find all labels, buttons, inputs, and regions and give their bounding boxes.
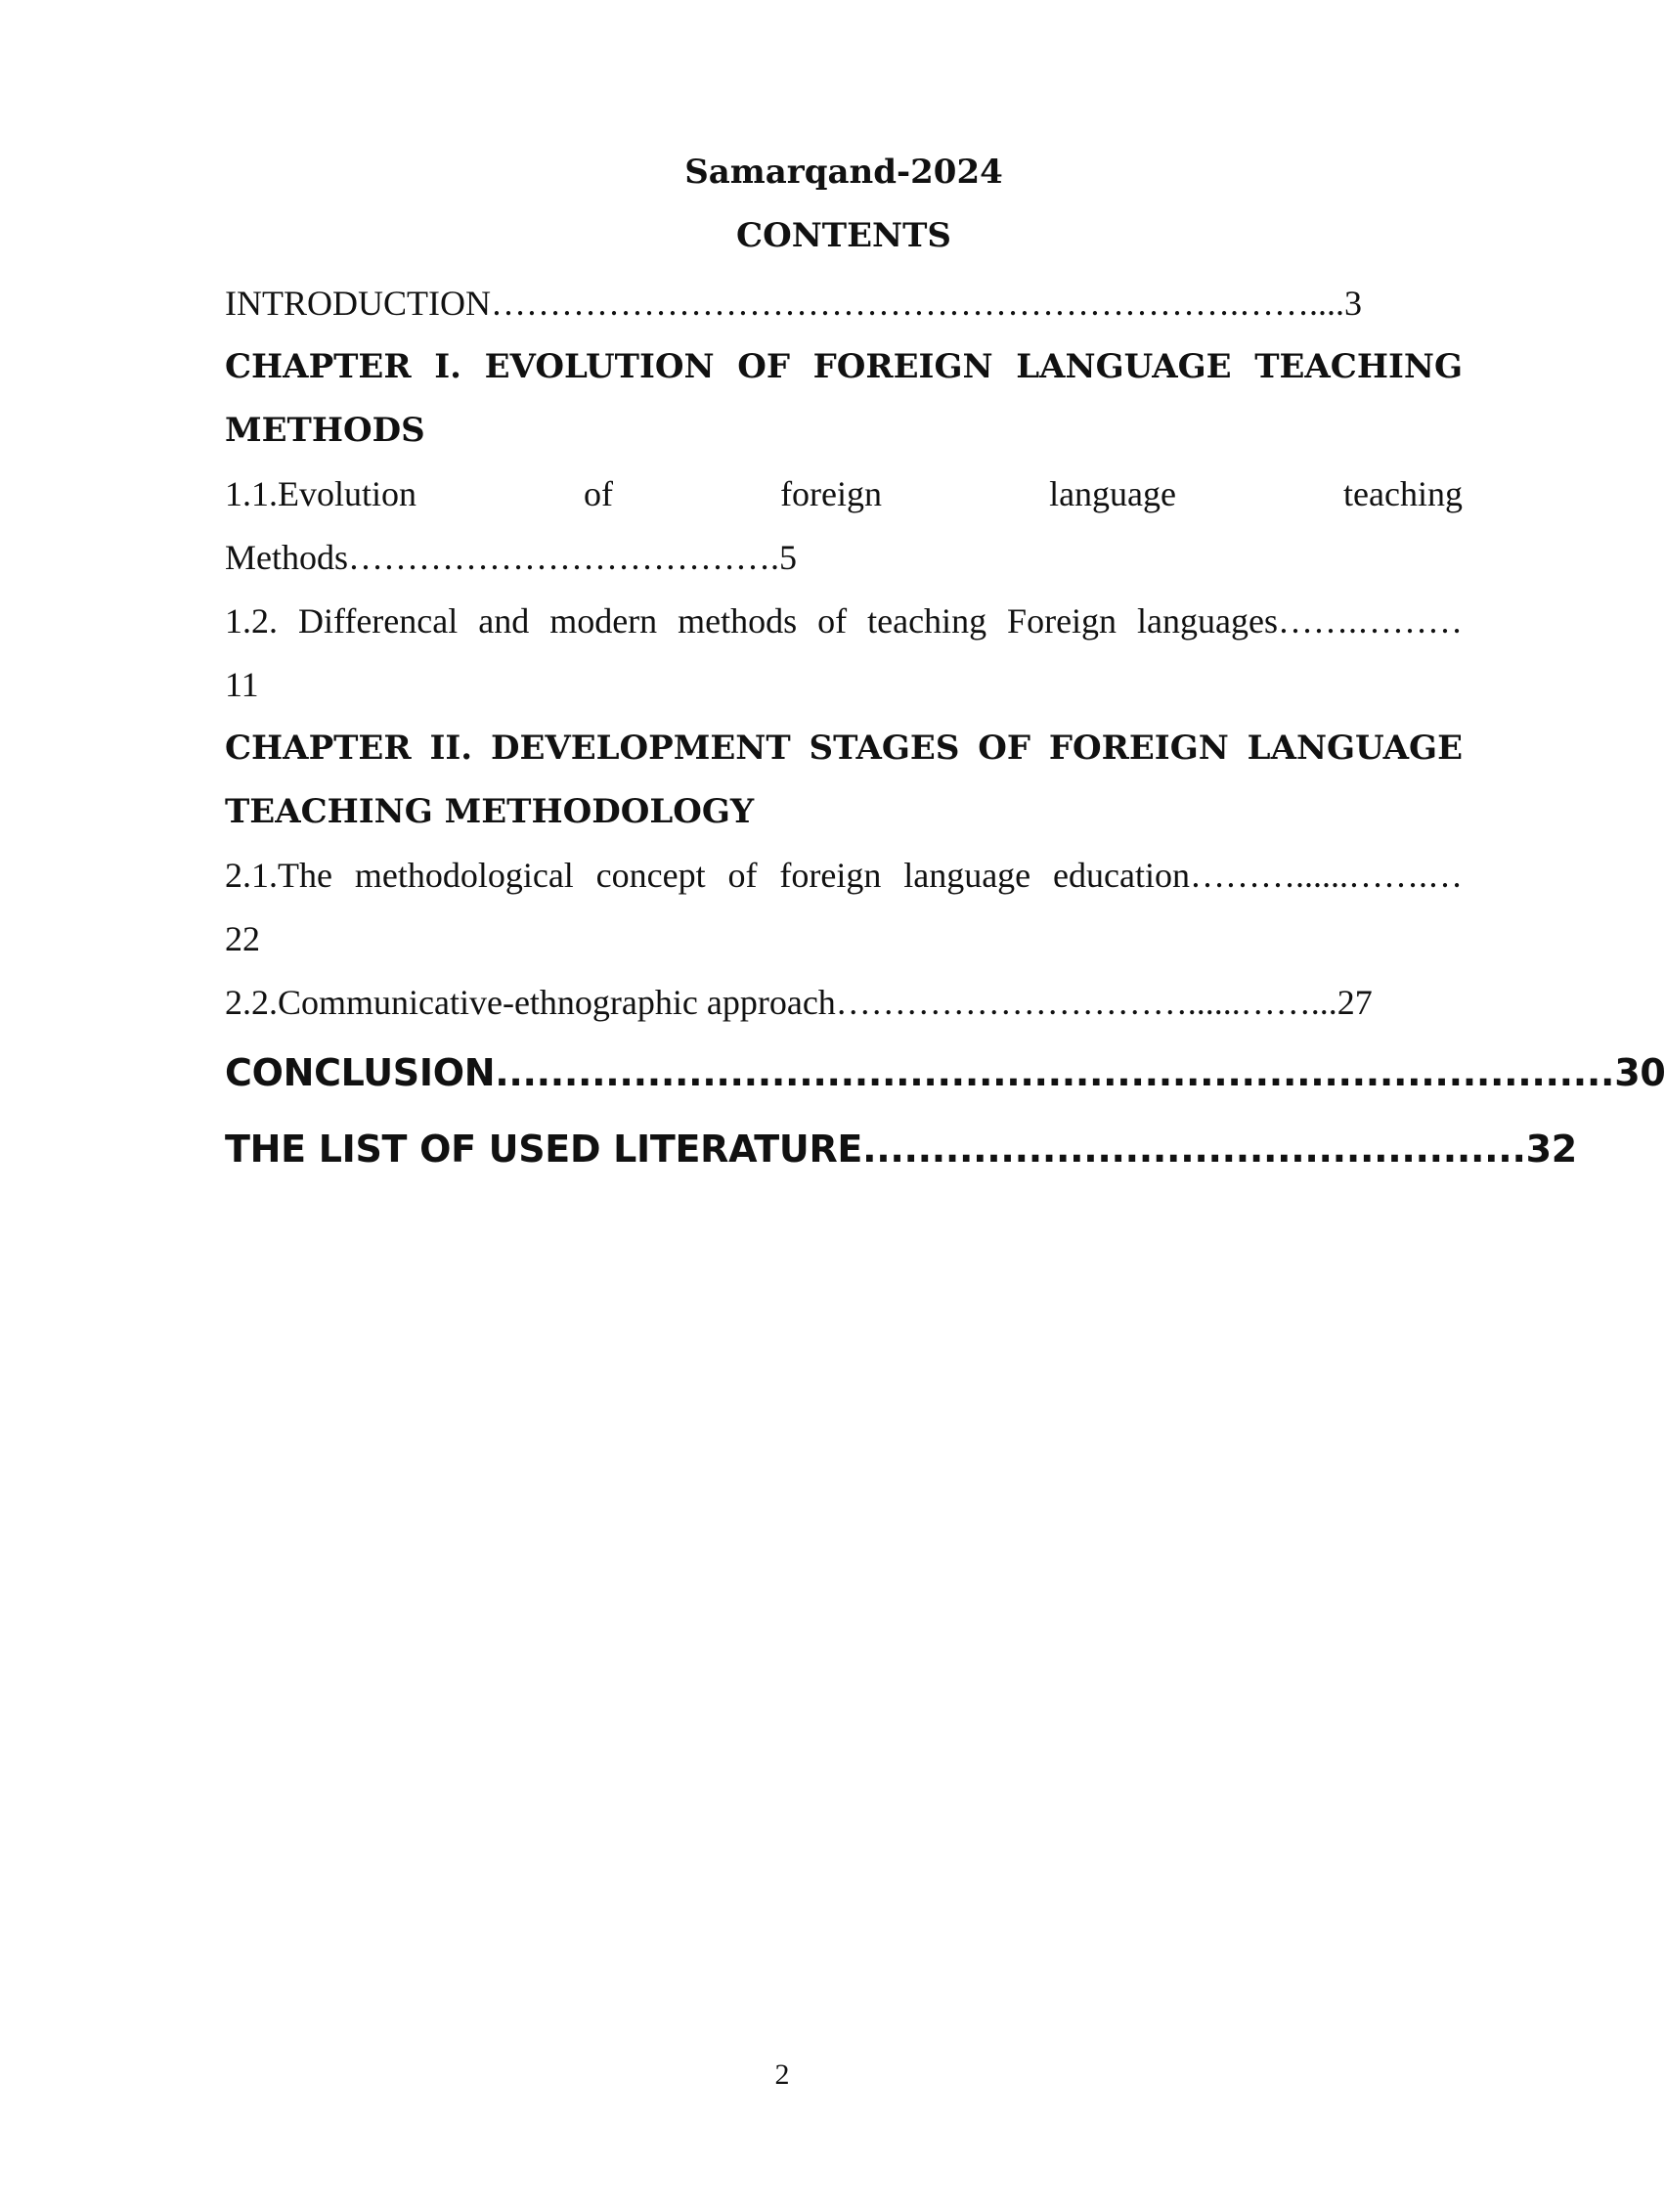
word: II. [429,729,473,768]
toc-literature: THE LIST OF USED LITERATURE................................................32 [225,1128,1577,1171]
toc-entry-introduction [225,272,1463,335]
word: LANGUAGE [1016,347,1232,386]
toc-entry-introduction-text: INTRODUCTION……………………………………………………….……....3 [225,284,1362,323]
toc-chapter-1-line-1 [225,335,1463,399]
word: I. [434,347,461,386]
word: OF [978,729,1031,768]
toc-chapter-2-line-1 [225,717,1463,780]
place-year: Samarqand-2024 [684,153,1003,192]
toc-conclusion: CONCLUSION.................................................................................30 [225,1051,1665,1094]
word: TEACHING [1254,347,1463,386]
word: of [584,474,614,513]
word: teaching [1343,474,1463,513]
toc-section-1-2-line-2: 11 [225,665,259,704]
word: 1.1.Evolution [225,474,416,513]
word: STAGES [809,729,960,768]
word: language [1049,474,1176,513]
word: LANGUAGE [1247,729,1463,768]
toc-section-1-1-line-2: Methods……………………………….5 [225,538,797,577]
word: FOREIGN [1048,729,1229,768]
table-of-contents [225,272,1665,1187]
toc-section-2-2: 2.2.Communicative-ethnographic approach…………………………......……...27 [225,983,1373,1022]
word: OF [737,347,790,386]
word: EVOLUTION [484,347,715,386]
toc-section-2-1-line-1: 2.1.The methodological concept of foreign language education………......…….… [225,856,1463,895]
page-number: 2 [774,2058,790,2091]
word: CHAPTER [225,347,412,386]
toc-chapter-2-line-2: TEACHING METHODOLOGY [225,792,755,831]
toc-section-1-2-line-1: 1.2. Differencal and modern methods of teaching Foreign languages…….……… [225,601,1463,641]
word: foreign [780,474,883,513]
word: DEVELOPMENT [490,729,791,768]
word: FOREIGN [812,347,993,386]
contents-title: CONTENTS [736,216,951,255]
toc-chapter-1-line-2: METHODS [225,411,425,450]
toc-section-1-1-line-1 [225,463,1463,526]
word: CHAPTER [225,729,412,768]
toc-section-2-1-line-2: 22 [225,919,260,958]
